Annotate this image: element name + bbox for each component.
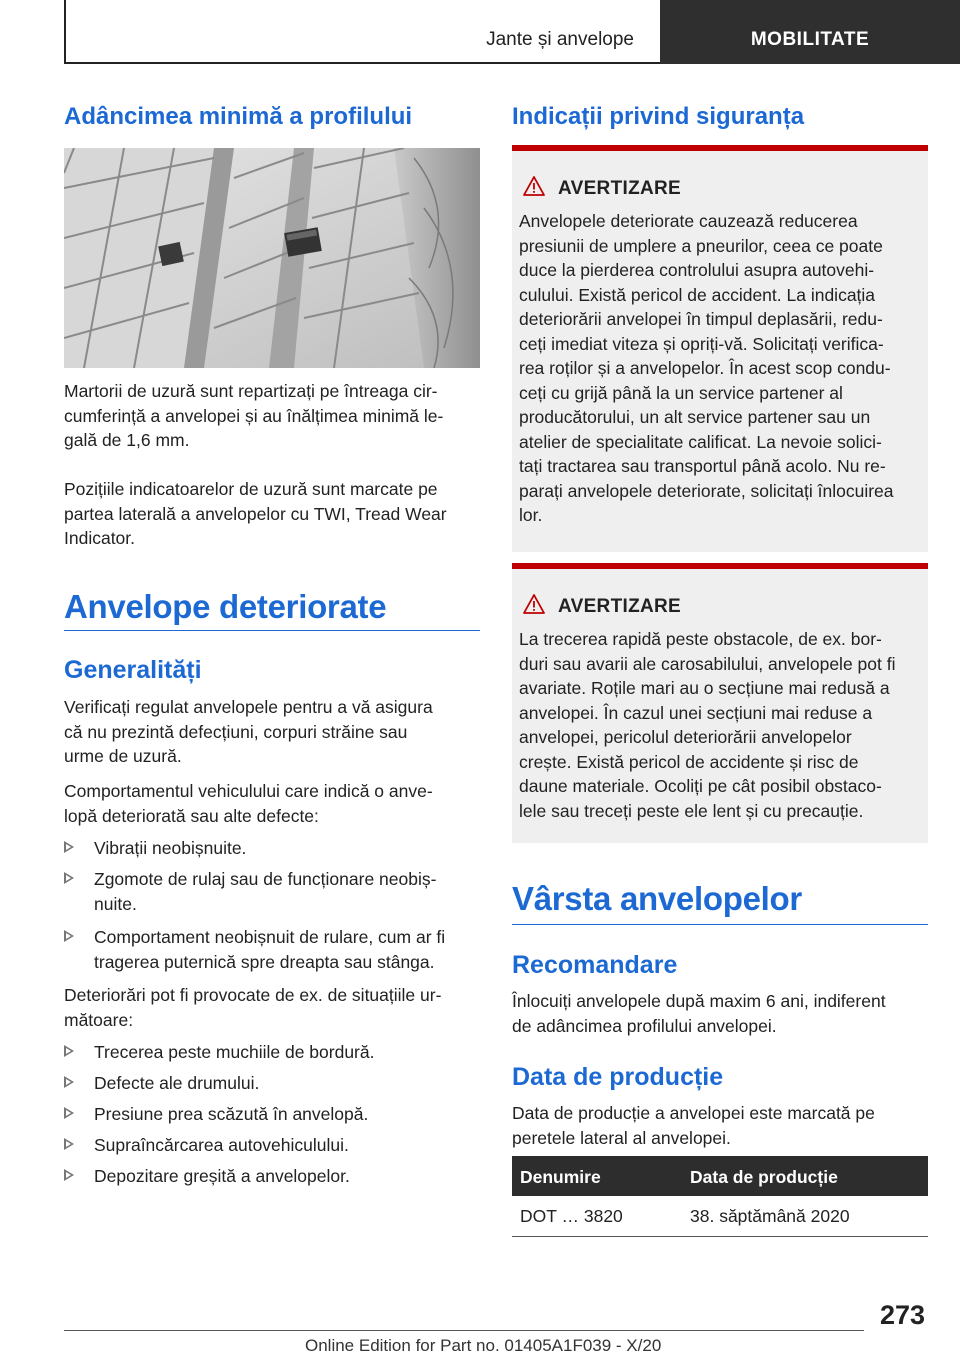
bullet-triangle-icon [64,1107,74,1119]
general-line: că nu prezintă defecțiuni, corpuri străine sau [64,721,408,742]
warning-line: parați anvelopele deteriorate, solicitați înlocuirea [519,480,894,501]
general-line: urme de uzură. [64,746,182,766]
tread-depth-heading: Adâncimea minimă a profilului [64,103,413,130]
caption-line: gală de 1,6 mm. [64,430,190,450]
warning-title: AVERTIZARE [558,596,681,617]
warning-triangle-icon [522,175,546,197]
general-heading: Generalități [64,656,202,684]
bullet-triangle-icon [64,930,74,942]
footer-rule [64,1330,864,1331]
table-cell: DOT … 3820 [520,1206,623,1226]
bullet-triangle-icon [64,1169,74,1181]
figure-caption [64,379,484,453]
causes-paragraph [64,983,484,1032]
warning-line: deteriorării anvelopei în timpul deplasării, redu- [519,309,883,329]
list-item [64,1164,484,1189]
production-date-line: peretele lateral al anvelopei. [512,1127,731,1148]
causes-line: mătoare: [64,1009,134,1030]
list-item-line: nuite. [94,893,137,914]
list-item-text: Trecerea peste muchiile de bordură. [94,1042,375,1062]
general-paragraph [64,695,484,769]
warning-line: atelier de specialitate calificat. La nevoie solici- [519,431,882,452]
header-section-title: Jante și anvelope [486,29,634,50]
list-item-line: tragerea puternică spre dreapta sau stânga. [94,951,435,972]
safety-heading: Indicații privind siguranța [512,103,805,130]
tire-age-heading: Vârsta anvelopelor [512,880,802,917]
list-item-text: Depozitare greșită a anvelopelor. [94,1166,350,1186]
warning-title: AVERTIZARE [558,178,681,199]
warning-line: ceți imediat viteza și opriți-vă. Solicitați verifica- [519,333,884,354]
warning-line: duri sau avarii ale carosabilului, anvelopele pot fi [519,653,896,674]
twi-line: Indicator. [64,528,136,548]
tread-figure [64,148,480,368]
general-line: Verificați regulat anvelopele pentru a vă asigura [64,697,433,717]
table-cell: 38. săptămână 2020 [690,1206,850,1226]
list-item-text [94,867,484,916]
list-item [64,836,484,861]
warning-line: La trecerea rapidă peste obstacole, de ex. bor- [519,629,882,649]
warning-line: presiunii de umplere a pneurilor, ceea ce poate [519,235,883,256]
causes-line: Deteriorări pot fi provocate de ex. de situațiile ur- [64,985,442,1005]
header-chapter-title: MOBILITATE [750,29,870,50]
list-item-text [94,925,484,974]
production-date-paragraph [512,1101,932,1150]
warning-text [519,627,929,823]
twi-line: partea laterală a anvelopelor cu TWI, Tread Wear [64,503,447,524]
behavior-paragraph [64,779,484,828]
warning-line: producătorului, un alt service partener sau un [519,407,871,427]
list-item-text: Defecte ale drumului. [94,1073,260,1093]
warning-line: anvelopei. În cazul unei secțiuni mai reduse a [519,702,873,723]
warning-line: tați tractarea sau transportul până acolo. Nu re- [519,456,886,476]
bullet-triangle-icon [64,1076,74,1088]
list-item [64,925,484,975]
tire-tread-illustration [64,148,480,368]
list-item-line: Comportament neobișnuit de rulare, cum ar fi [94,927,446,947]
table-header-cell: Denumire [520,1167,601,1187]
warning-line: anvelopei, pericolul deteriorării anvelopelor [519,727,852,747]
header-section [66,0,648,62]
recommendation-heading: Recomandare [512,951,678,979]
list-item [64,1040,484,1065]
warning-line: daune materiale. Ocoliți pe cât posibil obstaco- [519,776,882,796]
footer-edition: Online Edition for Part no. 01405A1F039 - X/20 [305,1336,662,1355]
heading-rule [512,924,928,925]
warning-line: culului. Există pericol de accident. La indicația [519,284,876,305]
table-row [512,1196,928,1237]
recommendation-line: de adâncimea profilului anvelopei. [512,1015,777,1036]
bullet-triangle-icon [64,872,74,884]
twi-paragraph [64,477,484,551]
list-item-line: Zgomote de rulaj sau de funcționare neobiș- [94,869,437,889]
bullet-triangle-icon [64,841,74,853]
list-item [64,1102,484,1127]
bullet-triangle-icon [64,1138,74,1150]
list-item-text: Vibrații neobișnuite. [94,838,247,858]
production-date-heading: Data de producție [512,1063,724,1091]
damaged-tires-heading: Anvelope deteriorate [64,588,387,625]
bullet-triangle-icon [64,1045,74,1057]
list-item-text: Supraîncărcarea autovehiculului. [94,1135,349,1155]
list-item [64,1071,484,1096]
heading-rule [64,630,480,631]
warning-line: avariate. Roțile mari au o secțiune mai redusă a [519,678,890,698]
production-date-line: Data de producție a anvelopei este marcată pe [512,1103,875,1123]
recommendation-line: Înlocuiți anvelopele după maxim 6 ani, indiferent [512,991,886,1011]
list-item [64,867,484,917]
warning-line: duce la pierderea controlului asupra autovehi- [519,260,875,280]
recommendation-paragraph [512,989,932,1038]
behavior-line: Comportamentul vehiculului care indică o anve- [64,781,433,801]
header-chapter-tab [660,0,960,64]
list-item [64,1133,484,1158]
warning-line: lor. [519,505,543,525]
caption-line: Martorii de uzură sunt repartizați pe întreaga cir- [64,381,438,401]
warning-line: Anvelopele deteriorate cauzează reducerea [519,211,858,231]
list-item-text: Presiune prea scăzută în anvelopă. [94,1104,369,1124]
behavior-line: lopă deteriorată sau alte defecte: [64,805,319,826]
warning-box-2 [512,563,928,843]
warning-line: ceți cu grijă până la un service partener al [519,382,843,403]
warning-box-1 [512,145,928,552]
table-header-cell: Data de producție [690,1167,838,1187]
warning-text [519,209,929,528]
warning-line: crește. Există pericol de accidente și risc de [519,751,859,772]
twi-line: Pozițiile indicatoarelor de uzură sunt marcate pe [64,479,438,499]
warning-triangle-icon [522,593,546,615]
warning-line: lele sau treceți peste ele lent și cu precauție. [519,800,864,821]
caption-line: cumferință a anvelopei și au înălțimea minimă le- [64,405,444,426]
table-header [512,1156,928,1196]
warning-line: rea roților și a anvelopelor. În acest scop condu- [519,358,891,378]
page-number: 273 [880,1300,926,1330]
